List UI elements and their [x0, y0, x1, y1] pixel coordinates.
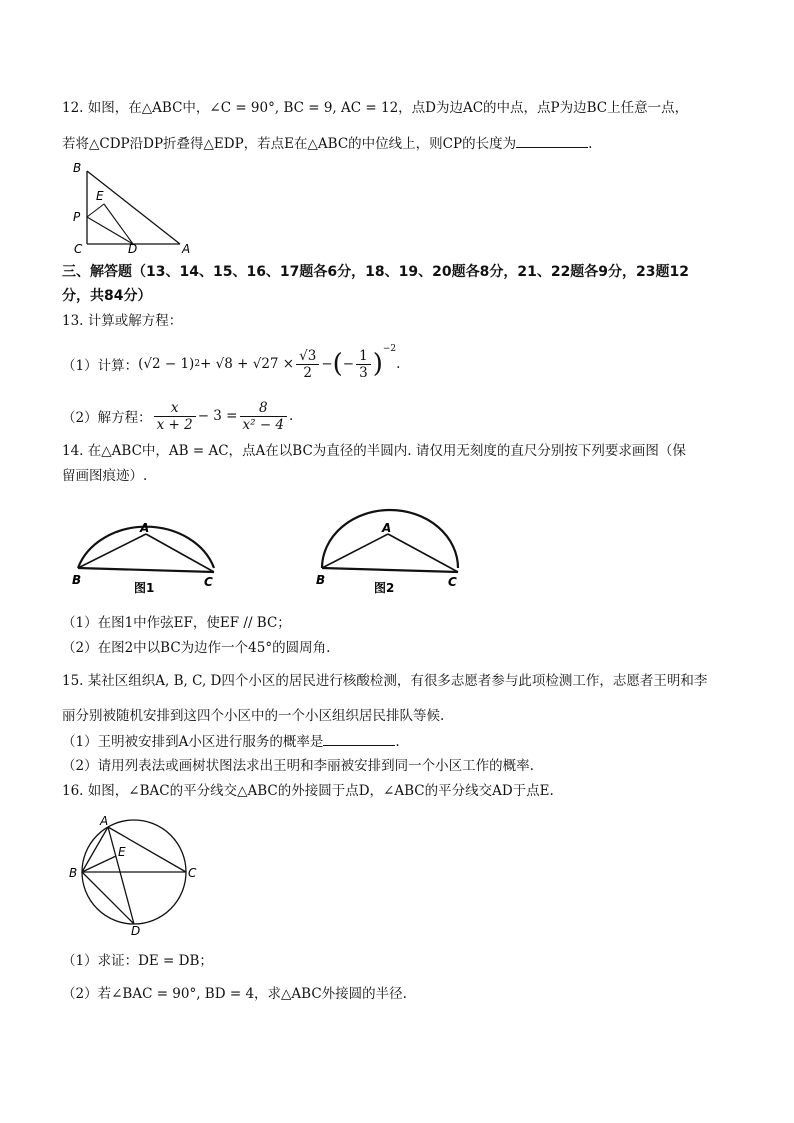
q14-fig1-label-b: B [72, 573, 82, 587]
q14-part2: （2）在图2中以BC为边作一个45°的圆周角. [62, 640, 331, 656]
q15-part1 [62, 731, 400, 752]
q14-fig2-caption: 图2 [374, 581, 395, 595]
q16-label-e: E [118, 845, 126, 859]
q15-p1-text: （1）王明被安排到A小区进行服务的概率是 [62, 734, 324, 750]
q13-p1-expr-b: + √8 + √27 × [200, 356, 295, 372]
q13-p1-exp2: 2 [194, 359, 201, 369]
q14-fig2-ac [388, 534, 458, 572]
q14-fig1-caption: 图1 [134, 581, 155, 595]
q13-title: 13. 计算或解方程： [62, 313, 183, 329]
q14-fig1-label-a: A [140, 521, 150, 535]
q15-part2: （2）请用列表法或画树状图法求出王明和李丽被安排到同一个小区工作的概率. [62, 758, 534, 774]
q13-p1-rparen: ) [372, 349, 383, 379]
q14-figure1 [66, 496, 226, 596]
q15-line2: 丽分别被随机安排到这四个小区中的一个小区组织居民排队等候. [62, 708, 445, 724]
q14-fig1-ac [146, 534, 214, 572]
q13-p1-inner-minus: − [342, 356, 355, 372]
q13-p2-label: （2）解方程： [62, 410, 152, 426]
q12-line2-end: . [588, 136, 593, 152]
q14-part1: （1）在图1中作弦EF，使EF // BC； [62, 615, 291, 631]
q14-fig2-label-a: A [382, 521, 392, 535]
q13-p2-mid: − 3 = [197, 408, 238, 424]
q13-p2-frac1: $\frac{x}{x + 2}$ [154, 400, 196, 433]
q12-label-p: P [73, 210, 81, 224]
q14-figure2 [312, 496, 472, 596]
q12-line2-text: 若将△CDP沿DP折叠得△EDP，若点E在△ABC的中位线上，则CP的长度为 [62, 136, 517, 152]
q12-segment-pe [87, 204, 104, 217]
q14-fig2-bc [322, 568, 458, 572]
q14-fig1-label-c: C [204, 575, 213, 589]
q14-line2: 留画图痕迹）. [62, 468, 148, 484]
q12-line1: 12. 如图，在△ABC中，∠C = 90°, BC = 9, AC = 12，点D为边AC的中点，点P为边BC上任意一点， [62, 100, 689, 116]
section3-heading-line2: 分，共84分） [62, 288, 152, 304]
q15-p1-end: . [395, 734, 400, 750]
q16-label-a: A [100, 814, 109, 828]
q16-label-d: D [131, 924, 141, 936]
q16-figure [64, 812, 204, 936]
q16-segment-bd [82, 872, 134, 924]
section3-heading-line1: 三、解答题（13、14、15、16、17题各6分，18、19、20题各8分，21、22题各9分，23题12 [62, 264, 690, 280]
q12-answer-blank[interactable] [516, 133, 588, 148]
q15-answer-blank[interactable] [323, 731, 395, 746]
q12-label-e: E [96, 189, 104, 203]
q13-p1-inner-frac: $\frac{1}{3}$ [356, 348, 371, 381]
q13-p1-minus: − [321, 356, 333, 372]
q12-line2 [62, 133, 592, 154]
q12-label-b: B [73, 161, 82, 175]
q12-segment-ed [104, 204, 133, 244]
q12-segment-pd [87, 217, 133, 244]
q16-line1: 16. 如图，∠BAC的平分线交△ABC的外接圆于点D，∠ABC的平分线交AD于点E. [62, 783, 554, 799]
q12-label-a: A [182, 242, 191, 254]
q14-fig1-bc [78, 568, 214, 572]
q13-p1-frac: $\frac{√3}{2}$ [296, 348, 319, 381]
q14-fig2-semicircle [322, 510, 458, 568]
q13-p2-end: . [289, 408, 294, 424]
q13-p1-exp-neg2: −2 [382, 344, 397, 354]
q14-fig2-label-b: B [316, 573, 326, 587]
q13-p1-end: . [396, 356, 401, 372]
q13-part2 [62, 396, 293, 436]
q14-fig2-label-c: C [448, 575, 457, 589]
q12-figure [60, 158, 200, 254]
q13-part1 [62, 344, 400, 384]
q16-part1: （1）求证：DE = DB； [62, 953, 213, 969]
q13-p2-frac2: $\frac{8}{\text{x² − 4}}$ [240, 400, 288, 433]
q13-p1-label: （1）计算： [62, 358, 139, 374]
q12-label-c: C [74, 242, 83, 254]
q16-label-b: B [69, 866, 78, 880]
q15-line1: 15. 某社区组织A, B, C, D四个小区的居民进行核酸检测，有很多志愿者参与此项检测工作，志愿者王明和李 [62, 673, 708, 689]
q16-part2: （2）若∠BAC = 90°, BD = 4，求△ABC外接圆的半径. [62, 986, 407, 1002]
q16-label-c: C [188, 866, 197, 880]
q13-p1-lparen: ( [332, 349, 343, 379]
q16-segment-ad [108, 827, 134, 924]
q14-line1: 14. 在△ABC中，AB = AC，点A在以BC为直径的半圆内. 请仅用无刻度的直尺分别按下列要求画图（保 [62, 443, 686, 459]
q12-label-d: D [128, 242, 138, 254]
q13-p1-expr-a: (√2 − 1) [138, 356, 195, 372]
q12-side-ab [87, 171, 180, 244]
